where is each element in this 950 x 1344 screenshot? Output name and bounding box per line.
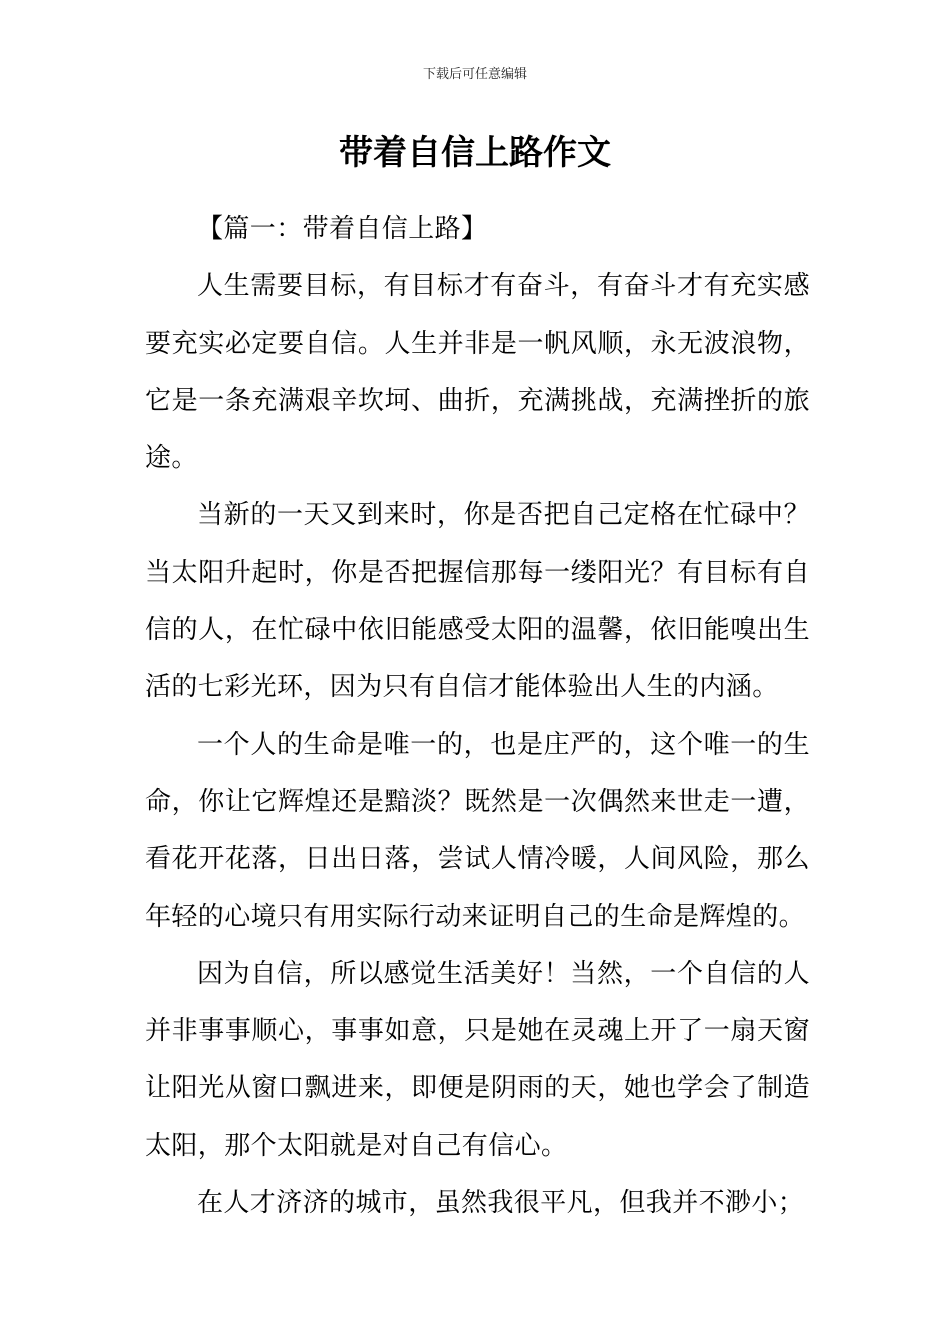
header-note: 下载后可任意编辑: [422, 67, 527, 82]
section-heading: 【篇一：带着自信上路】: [197, 214, 488, 244]
document-body: [145, 201, 810, 1232]
paragraph: 在人才济济的城市，虽然我很平凡，但我并不渺小；: [197, 1188, 805, 1219]
paragraph: 一个人的生命是唯一的，也是庄严的，这个唯一的生命，你让它辉煌还是黯淡？既然是一次偶然来世走一遭，看花开花落，日出日落，尝试人情冷暖，人间风险，那么年轻的心境只有用实际行动来证明自己的生命是辉煌的。: [145, 729, 810, 932]
paragraph: 当新的一天又到来时，你是否把自己定格在忙碌中？当太阳升起时，你是否把握信那每一缕阳光？有目标有自信的人，在忙碌中依旧能感受太阳的温馨，依旧能嗅出生活的七彩光环，因为只有自信才能体验出人生的内涵。: [145, 500, 810, 703]
paragraph: 人生需要目标，有目标才有奋斗，有奋斗才有充实感要充实必定要自信。人生并非是一帆风顺，永无波浪物，它是一条充满艰辛坎坷、曲折，充满挑战，充满挫折的旅途。: [145, 271, 810, 474]
paragraph: 因为自信，所以感觉生活美好！当然，一个自信的人并非事事顺心，事事如意，只是她在灵魂上开了一扇天窗让阳光从窗口飘进来，即便是阴雨的天，她也学会了制造太阳，那个太阳就是对自己有信心。: [145, 958, 810, 1161]
document-title: 带着自信上路作文: [339, 133, 611, 173]
